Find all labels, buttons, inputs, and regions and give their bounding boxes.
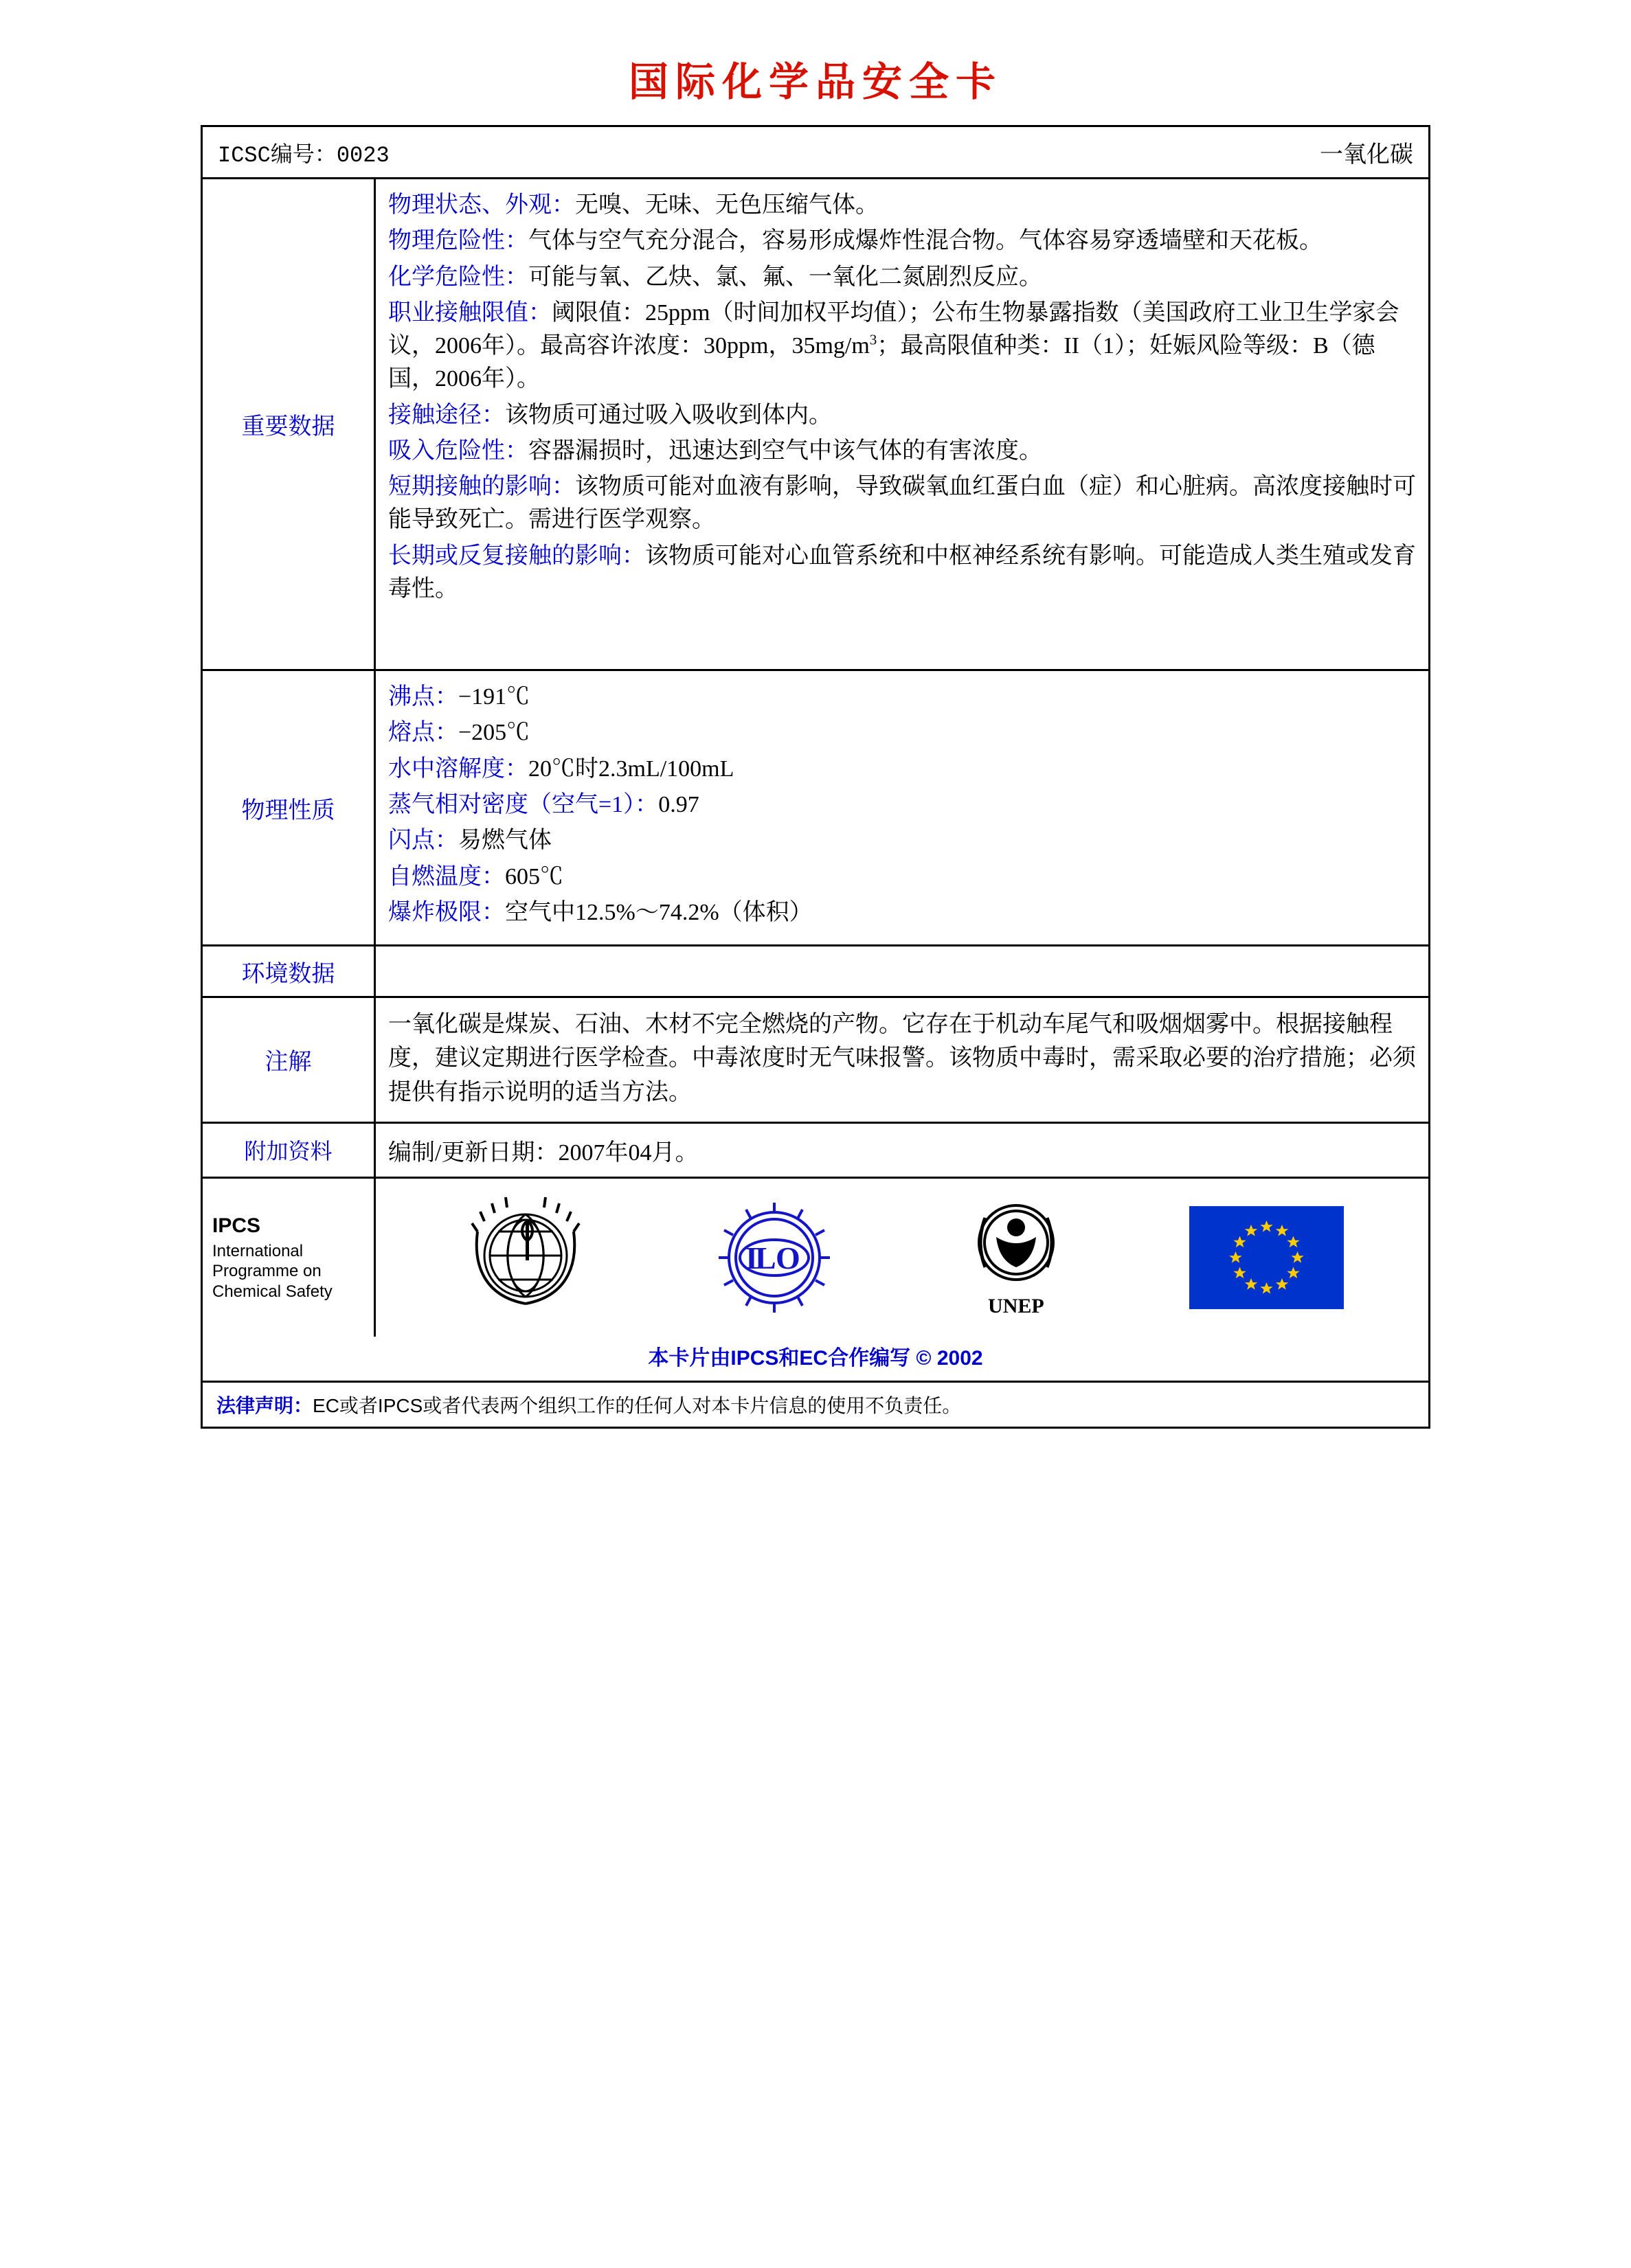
property-value: −191℃ xyxy=(458,684,530,710)
section-environmental-data xyxy=(203,946,1428,998)
footer-logo-row xyxy=(203,1179,1428,1383)
svg-text:I: I xyxy=(745,1240,758,1275)
page-top-faint-text xyxy=(0,55,1631,73)
property-value: 空气中12.5%～74.2%（体积） xyxy=(505,899,813,925)
entry-label: 接触途径： xyxy=(388,402,505,428)
card-header-row xyxy=(203,127,1428,179)
who-logo xyxy=(460,1194,591,1321)
ipcs-subtitle-line-2: Programme on xyxy=(212,1262,322,1281)
icsc-card xyxy=(201,125,1430,1429)
icsc-number: 0023 xyxy=(336,142,390,168)
property-label: 自燃温度： xyxy=(388,863,505,889)
property-label: 蒸气相对密度（空气=1）： xyxy=(388,791,659,817)
card-header xyxy=(203,127,1428,177)
property-water-solubility xyxy=(388,753,1416,786)
entry-long-term-effects xyxy=(388,540,1416,606)
property-explosive-limits xyxy=(388,896,1416,929)
icsc-label: ICSC编号： xyxy=(218,142,337,168)
property-label: 沸点： xyxy=(388,684,458,710)
ipcs-block xyxy=(203,1179,376,1337)
physical-properties-content xyxy=(376,671,1428,944)
unep-logo xyxy=(958,1197,1075,1318)
section-label-physical-properties: 物理性质 xyxy=(203,671,376,944)
section-label-environmental-data: 环境数据 xyxy=(203,946,376,996)
section-physical-properties xyxy=(203,671,1428,946)
entry-physical-hazards xyxy=(388,225,1416,258)
property-value: 易燃气体 xyxy=(458,828,552,854)
entry-label: 物理危险性： xyxy=(388,228,528,254)
environmental-data-content xyxy=(376,946,1428,996)
entry-label: 吸入危险性： xyxy=(388,438,528,464)
property-boiling-point xyxy=(388,681,1416,714)
entry-short-term-effects xyxy=(388,470,1416,537)
cooperation-note: 本卡片由IPCS和EC合作编写 © 2002 xyxy=(648,1346,983,1370)
property-value: 20℃时2.3mL/100mL xyxy=(528,756,734,782)
property-label: 闪点： xyxy=(388,828,458,854)
icsc-number-block xyxy=(218,137,390,168)
entry-inhalation-risk xyxy=(388,435,1416,468)
important-data-content xyxy=(376,179,1428,669)
ipcs-subtitle-line-3: Chemical Safety xyxy=(212,1282,333,1301)
entry-physical-state xyxy=(388,189,1416,222)
entry-label: 职业接触限值： xyxy=(388,299,552,326)
entry-text: 无嗅、无味、无色压缩气体。 xyxy=(575,192,879,218)
logos-container xyxy=(203,1179,1428,1337)
section-label-important-data: 重要数据 xyxy=(203,179,376,669)
entry-occupational-exposure-limits xyxy=(388,297,1416,396)
entry-label: 物理状态、外观： xyxy=(388,192,575,218)
property-autoignition-temperature xyxy=(388,861,1416,894)
entry-superscript: 3 xyxy=(869,331,877,348)
entry-label: 短期接触的影响： xyxy=(388,474,575,500)
entry-chemical-hazards xyxy=(388,261,1416,294)
entry-routes-of-exposure xyxy=(388,399,1416,432)
icsc-page xyxy=(0,49,1631,2268)
svg-text:O: O xyxy=(776,1240,800,1275)
entry-text-2: ；最高限值种类：II（1）；妊娠风险等级：B（德国，2006年）。 xyxy=(388,333,1375,392)
section-notes xyxy=(203,998,1428,1124)
section-label-additional-info: 附加资料 xyxy=(203,1124,376,1177)
svg-text:L: L xyxy=(755,1240,776,1275)
ipcs-subtitle xyxy=(212,1241,364,1302)
entry-text: 气体与空气充分混合，容易形成爆炸性混合物。气体容易穿透墙壁和天花板。 xyxy=(528,228,1323,254)
additional-info-content: 编制/更新日期：2007年04月。 xyxy=(388,1139,699,1166)
notes-content: 一氧化碳是煤炭、石油、木材不完全燃烧的产物。它存在于机动车尾气和吸烟烟雾中。根据接触程度，建议定期进行医学检查。中毒浓度时无气味报警。该物质中毒时，需采取必要的治疗措施；必须提供有指示说明的适当方法。 xyxy=(388,1012,1416,1105)
property-value: 605℃ xyxy=(505,863,563,889)
property-value: −205℃ xyxy=(458,720,530,746)
entry-text: 该物质可能对心血管系统和中枢神经系统有影响。可能造成人类生殖或发育毒性。 xyxy=(388,543,1416,602)
entry-text: 容器漏损时，迅速达到空气中该气体的有害浓度。 xyxy=(528,438,1042,464)
legal-label: 法律声明： xyxy=(216,1394,313,1416)
property-value: 0.97 xyxy=(658,791,699,817)
entry-text: 该物质可通过吸入吸收到体内。 xyxy=(505,402,832,428)
ipcs-title: IPCS xyxy=(212,1214,261,1238)
unep-wordmark: UNEP xyxy=(988,1294,1044,1317)
section-label-notes: 注解 xyxy=(203,998,376,1122)
chemical-name: 一氧化碳 xyxy=(1320,142,1413,168)
entry-label: 长期或反复接触的影响： xyxy=(388,543,645,569)
section-additional-info xyxy=(203,1124,1428,1179)
legal-text: EC或者IPCS或者代表两个组织工作的任何人对本卡片信息的使用不负责任。 xyxy=(313,1394,962,1416)
entry-label: 化学危险性： xyxy=(388,264,528,290)
property-label: 水中溶解度： xyxy=(388,756,528,782)
ipcs-subtitle-line-1: International xyxy=(212,1242,304,1261)
property-flash-point xyxy=(388,824,1416,857)
entry-text: 该物质可能对血液有影响，导致碳氧血红蛋白血（症）和心脏病。高浓度接触时可能导致死亡。需进行医学观察。 xyxy=(388,474,1416,533)
legal-notice xyxy=(203,1383,1428,1427)
entry-text: 可能与氧、乙炔、氯、氟、一氧化二氮剧烈反应。 xyxy=(528,264,1042,290)
section-important-data xyxy=(203,179,1428,671)
property-vapour-density xyxy=(388,789,1416,821)
ilo-logo xyxy=(706,1199,843,1316)
entry-text: 阈限值：25ppm（时间加权平均值）；公布生物暴露指数（美国政府工业卫生学家会议，2006年）。最高容许浓度：30ppm，35mg/m xyxy=(388,299,1399,359)
logo-strip xyxy=(376,1187,1428,1328)
page-title: 国际化学品安全卡 xyxy=(628,60,1002,104)
property-label: 爆炸极限： xyxy=(388,899,505,925)
property-label: 熔点： xyxy=(388,720,458,746)
legal-row xyxy=(203,1383,1428,1427)
property-melting-point xyxy=(388,716,1416,749)
eu-flag xyxy=(1189,1206,1344,1309)
